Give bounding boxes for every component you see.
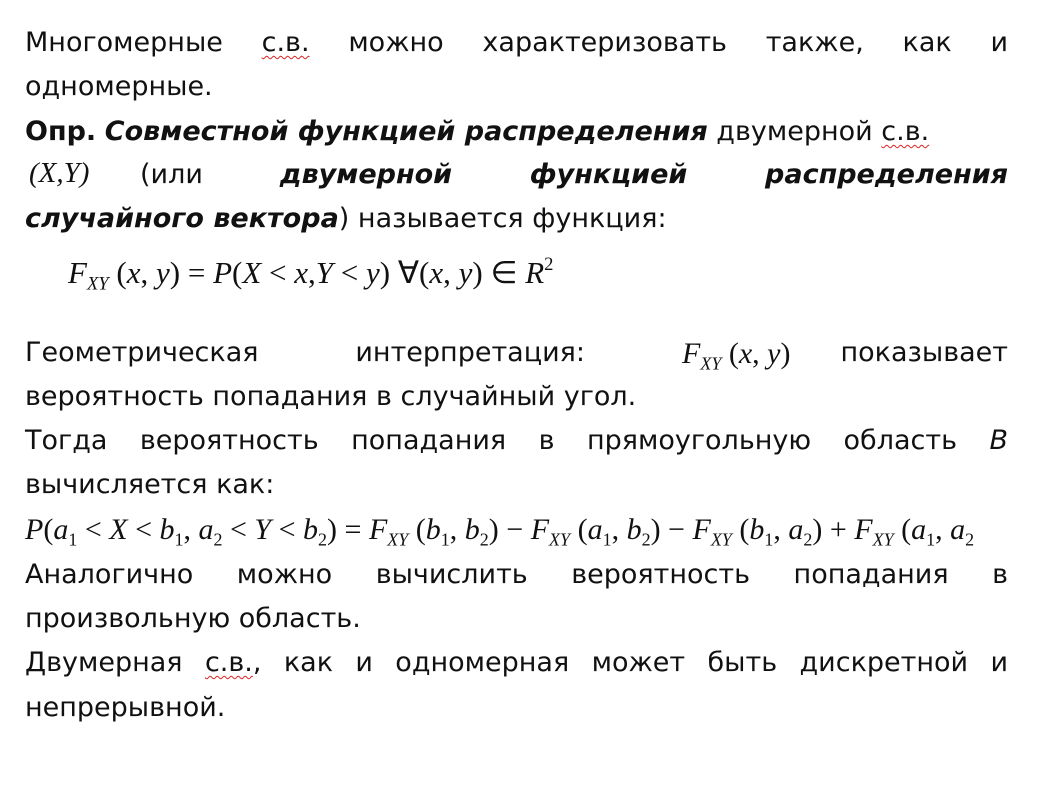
- text-rect-prob: Тогда вероятность попадания в прямоугольную область: [25, 425, 957, 456]
- term-random-vector: случайного вектора: [25, 203, 339, 234]
- paragraph-line-1: [25, 21, 1008, 65]
- text-bivariate: двумерной: [716, 116, 873, 147]
- geom-line-1: [25, 331, 585, 375]
- definition-label: Опр.: [25, 116, 97, 147]
- text-discrete: , как и одномерная может быть дискретной и: [252, 647, 1008, 678]
- text-geom-interpretation: Геометрическая интерпретация:: [25, 337, 585, 368]
- abbr-sv-3: с.в.: [204, 647, 253, 678]
- abbr-sv-2: с.в.: [881, 116, 930, 147]
- formula-cdf-inline: $F_{XY}$ (x, y): [682, 337, 791, 374]
- term-bivariate-distribution: двумерной функцией распределения: [279, 159, 1008, 190]
- term-joint-distribution: Совместной функцией распределения: [104, 116, 708, 147]
- analog-line-1: Аналогично можно вычислить вероятность попадания в: [25, 559, 1008, 590]
- final-line-1: [25, 641, 1008, 685]
- text-or: (или: [140, 159, 203, 190]
- final-line-2: непрерывной.: [25, 692, 226, 723]
- definition-line-2: [140, 153, 1008, 197]
- formula-XY-pair: (X,Y): [29, 157, 90, 189]
- text-characterize: можно характеризовать также, как и: [348, 27, 1008, 58]
- abbr-sv-1: с.в.: [261, 27, 310, 58]
- region-B: B: [989, 425, 1008, 456]
- text-bivariate-2: Двумерная: [25, 647, 183, 678]
- paragraph-line-2: одномерные.: [25, 71, 213, 102]
- definition-line-1: [25, 110, 1008, 154]
- geom-line-2: вероятность попадания в случайный угол.: [25, 381, 637, 412]
- formula-cdf-definition: $F_{XY}$ (x, y) = P(X < x,Y < y) ∀(x, y) ∈ $R^2$: [68, 254, 554, 295]
- rect-line-1: [25, 419, 1008, 463]
- definition-line-3: [25, 197, 1008, 241]
- text-multidim: Многомерные: [25, 27, 223, 58]
- analog-line-2: произвольную область.: [25, 603, 361, 634]
- text-is-called: ) называется функция:: [338, 203, 667, 234]
- text-shows: показывает: [840, 337, 1008, 368]
- rect-line-2: вычисляется как:: [25, 469, 275, 500]
- formula-rect-probability: $P(a_1 < X < b_1$, $a_2 < Y < b_2) = F_{XY}$ ($b_1$, $b_2) - F_{XY}$ ($a_1$, $b_2) - F_{XY}$ ($b_1$, $a_2) + F_{XY}$ ($a_1$, $a_2$: [25, 513, 975, 550]
